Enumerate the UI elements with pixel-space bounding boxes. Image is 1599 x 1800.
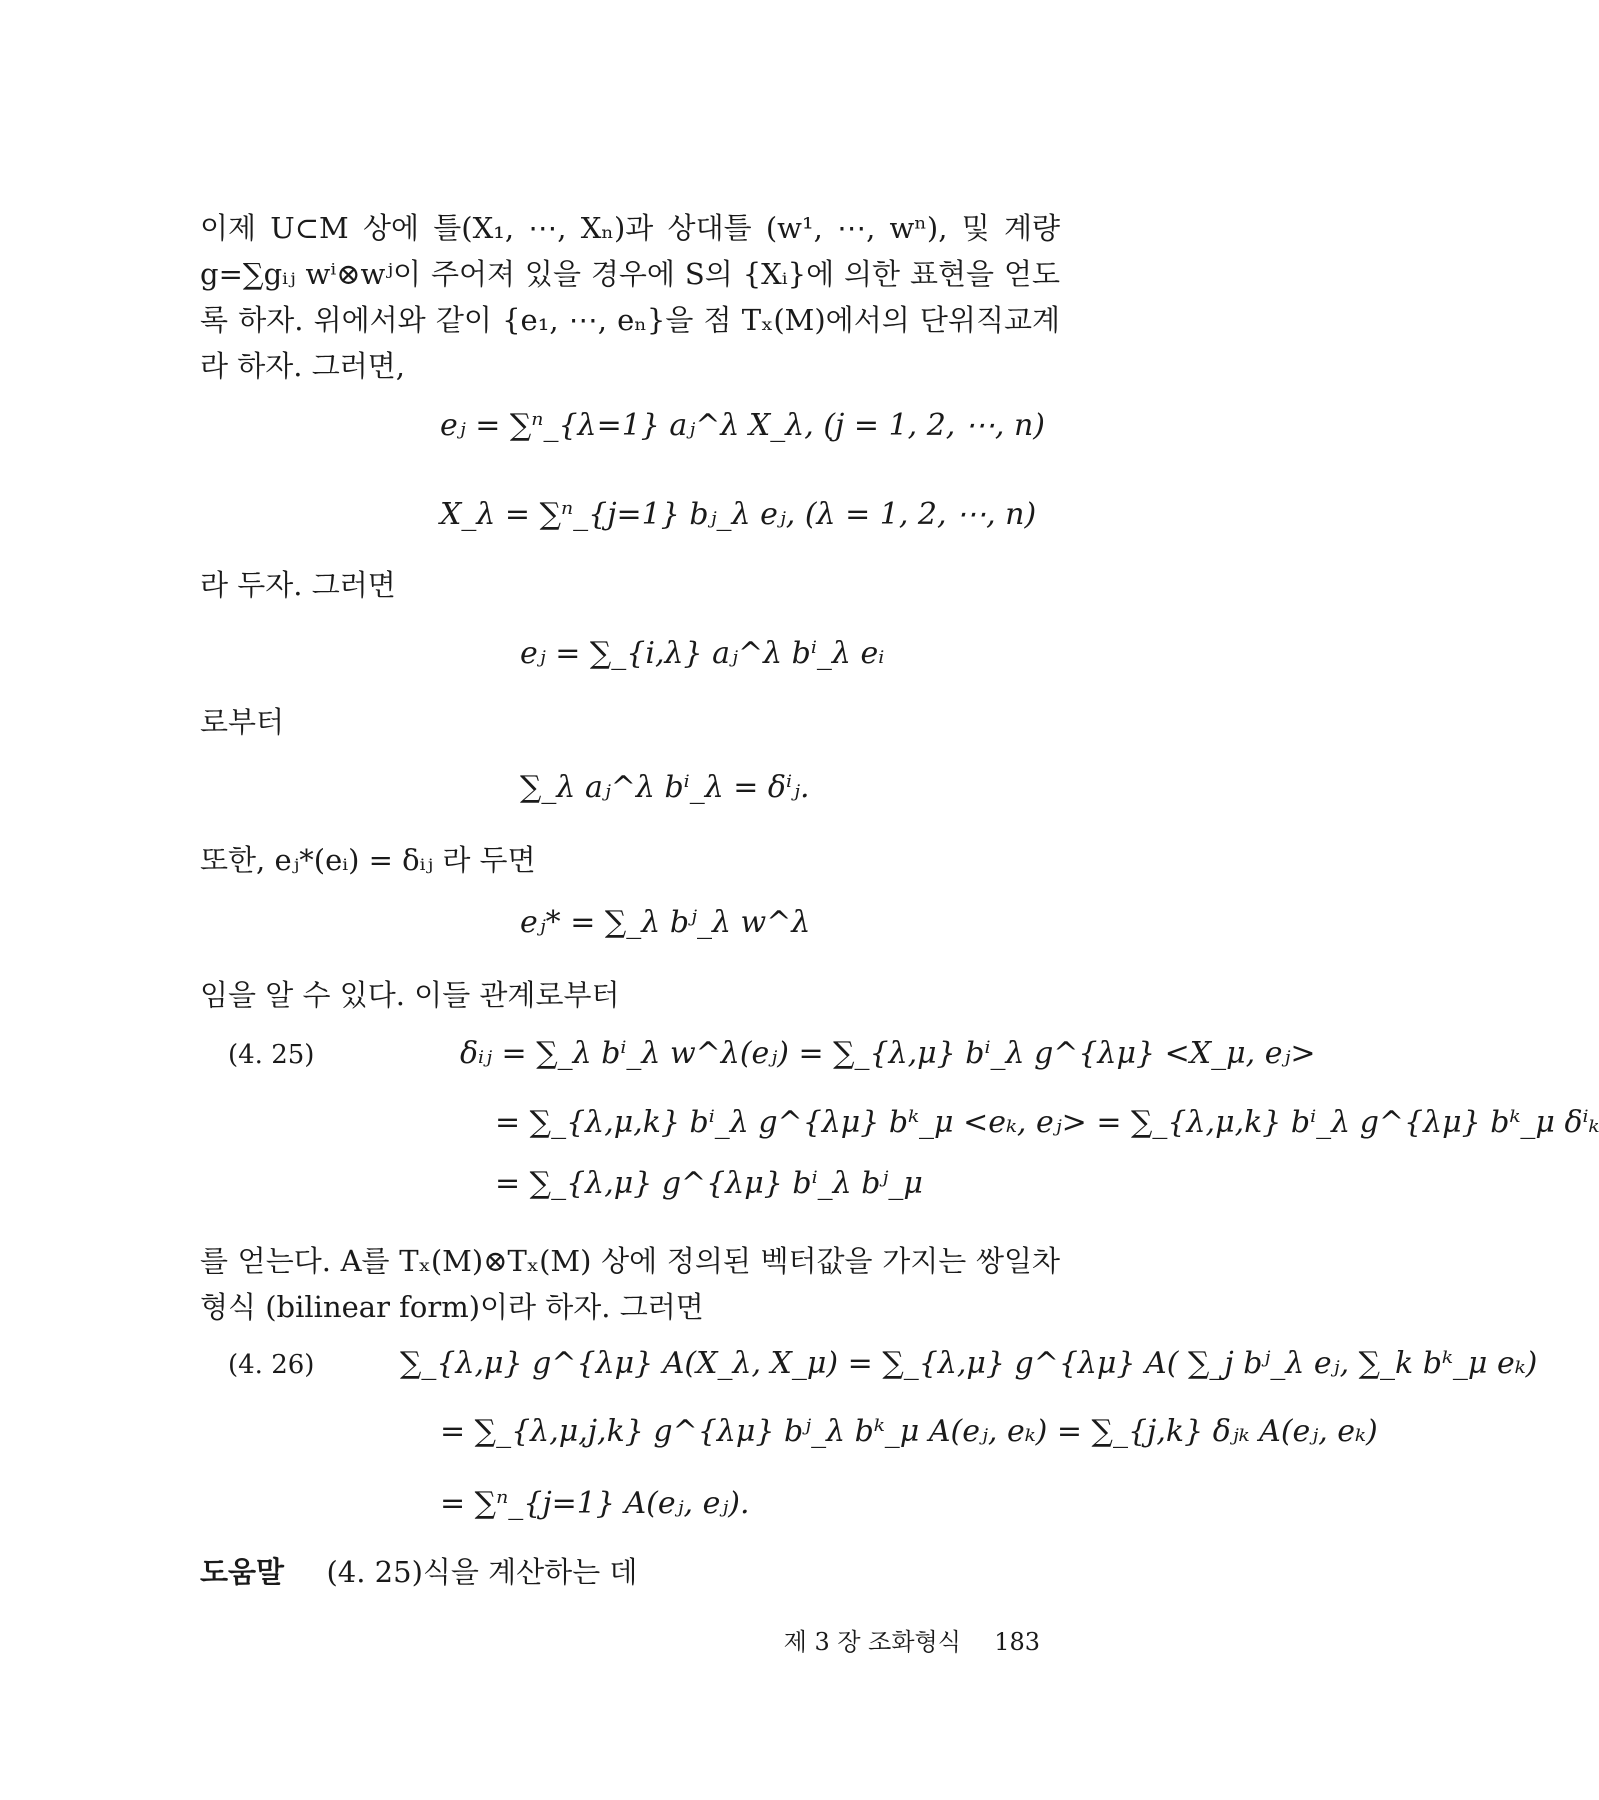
equation-4-26-line3: = ∑ⁿ_{j=1} A(eⱼ, eⱼ). [440,1486,750,1521]
equation-4-26-line1: ∑_{λ,μ} g^{λμ} A(X_λ, X_μ) = ∑_{λ,μ} g^{λμ} A( ∑_j bʲ_λ eⱼ, ∑_k bᵏ_μ eₖ) [400,1346,1538,1381]
page-footer [784,1622,1040,1657]
equation-xlambda: X_λ = ∑ⁿ_{j=1} bⱼ_λ eⱼ, (λ = 1, 2, ⋯, n) [440,497,1037,532]
equation-number-4-25: (4. 25) [228,1040,315,1070]
text-also: 또한, eⱼ*(eᵢ) = δᵢⱼ 라 두면 [200,843,536,877]
equation-4-26-line2: = ∑_{λ,μ,j,k} g^{λμ} bʲ_λ bᵏ_μ A(eⱼ, eₖ) = ∑_{j,k} δⱼₖ A(eⱼ, eₖ) [440,1414,1378,1449]
equation-number-4-26: (4. 26) [228,1350,315,1380]
text-known: 임을 알 수 있다. 이들 관계로부터 [200,978,620,1012]
text-from: 로부터 [200,705,285,739]
equation-4-25-line1: δᵢⱼ = ∑_λ bⁱ_λ w^λ(eⱼ) = ∑_{λ,μ} bⁱ_λ g^{λμ} <X_μ, eⱼ> [460,1036,1316,1071]
note-text: (4. 25)식을 계산하는 데 [326,1555,638,1589]
note-line [200,1550,637,1591]
bilinear-paragraph: 를 얻는다. A를 Tₓ(M)⊗Tₓ(M) 상에 정의된 벡터값을 가지는 쌍일차 형식 (bilinear form)이라 하자. 그러면 [200,1244,1060,1324]
equation-ej: eⱼ = ∑ⁿ_{λ=1} aⱼ^λ X_λ, (j = 1, 2, ⋯, n) [440,408,1045,443]
equation-delta: ∑_λ aⱼ^λ bⁱ_λ = δⁱⱼ. [520,770,810,805]
page-number: 183 [994,1628,1040,1656]
note-label: 도움말 [200,1555,285,1589]
equation-ej-sum: eⱼ = ∑_{i,λ} aⱼ^λ bⁱ_λ eᵢ [520,636,885,671]
equation-estar: eⱼ* = ∑_λ bʲ_λ w^λ [520,905,811,940]
intro-paragraph: 이제 U⊂M 상에 틀(X₁, ⋯, Xₙ)과 상대틀 (w¹, ⋯, wⁿ), 및 계량 g=∑gᵢⱼ wⁱ⊗wʲ이 주어져 있을 경우에 S의 {Xᵢ}에 의한 표현을 얻도록 하자. 위에서와 같이 {e₁, ⋯, eₙ}을 점 Tₓ(M)에서의 단위직교계라 하자. 그러면, [200,211,1060,383]
text-let: 라 두자. 그러면 [200,568,396,602]
equation-4-25-line2: = ∑_{λ,μ,k} bⁱ_λ g^{λμ} bᵏ_μ <eₖ, eⱼ> = ∑_{λ,μ,k} bⁱ_λ g^{λμ} bᵏ_μ δⁱₖ [495,1105,1599,1140]
chapter-title: 제 3 장 조화형식 [783,1628,961,1656]
equation-4-25-line3: = ∑_{λ,μ} g^{λμ} bⁱ_λ bʲ_μ [495,1166,923,1201]
